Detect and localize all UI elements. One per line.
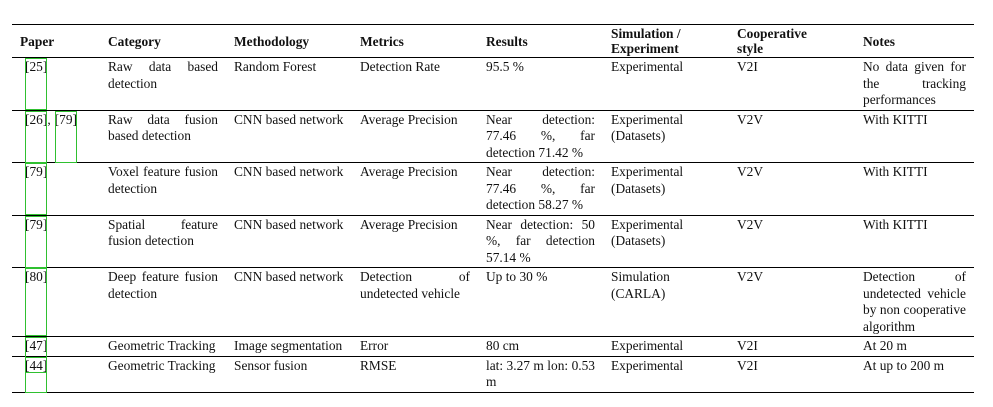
- paper-cell: [12, 337, 100, 357]
- paper-cell: [12, 356, 100, 392]
- notes-cell: At up to 200 m: [863, 357, 945, 373]
- notes-cell: No data given for the tracking performances: [863, 59, 966, 107]
- metrics-cell: Detection Rate: [360, 59, 440, 74]
- header-paper: Paper: [20, 33, 55, 49]
- simulation-cell: Experimental: [611, 59, 684, 74]
- citation-separator: ,: [47, 111, 51, 127]
- methodology-cell: Sensor fusion: [234, 357, 308, 373]
- table-body: [12, 58, 974, 393]
- header-cooperative-line2: style: [737, 41, 764, 56]
- cooperative-cell: V2V: [737, 216, 764, 232]
- citation-link[interactable]: [80]: [25, 269, 48, 284]
- simulation-cell: Experimental (Datasets): [611, 164, 684, 196]
- category-cell: Raw data fusion based detection: [108, 111, 218, 143]
- cooperative-cell: V2I: [737, 338, 758, 353]
- header-simulation: [603, 25, 729, 58]
- methodology-cell: CNN based network: [234, 269, 344, 284]
- citation-link[interactable]: [26]: [25, 111, 48, 127]
- metrics-cell: Average Precision: [360, 216, 458, 232]
- paper-cell: [12, 215, 100, 268]
- paper-cell: [12, 268, 100, 337]
- category-cell: Geometric Tracking: [108, 357, 216, 373]
- results-cell: Near detection: 77.46 %, far detection 71.42 %: [486, 111, 595, 160]
- comparison-table: [12, 24, 974, 393]
- header-methodology: Methodology: [234, 33, 310, 49]
- notes-cell: Detection of undetected vehicle by non cooperative algorithm: [863, 269, 966, 334]
- table-row: [12, 215, 974, 268]
- category-cell: Deep feature fusion detection: [108, 269, 218, 301]
- paper-cell: [12, 163, 100, 216]
- notes-cell: With KITTI: [863, 164, 928, 179]
- header-simulation-line1: Simulation /: [611, 26, 681, 41]
- table-row: [12, 163, 974, 216]
- results-cell: Up to 30 %: [486, 269, 548, 284]
- paper-cell: [12, 58, 100, 111]
- table-header: [12, 25, 974, 58]
- citation-link[interactable]: [44]: [25, 357, 48, 373]
- header-cooperative-line1: Cooperative: [737, 26, 807, 41]
- methodology-cell: CNN based network: [234, 216, 344, 232]
- metrics-cell: Average Precision: [360, 164, 458, 179]
- simulation-cell: Experimental: [611, 338, 684, 353]
- table-row: [12, 58, 974, 111]
- category-cell: Voxel feature fusion detection: [108, 164, 218, 196]
- paper-cell: [12, 110, 100, 163]
- metrics-cell: Error: [360, 338, 389, 353]
- results-cell: Near detection: 77.46 %, far detection 58.27 %: [486, 164, 595, 212]
- cooperative-cell: V2V: [737, 269, 764, 284]
- results-cell: lat: 3.27 m lon: 0.53 m: [486, 357, 595, 389]
- simulation-cell: Experimental: [611, 357, 684, 373]
- methodology-cell: CNN based network: [234, 164, 344, 179]
- cooperative-cell: V2V: [737, 164, 764, 179]
- results-cell: 95.5 %: [486, 59, 524, 74]
- notes-cell: With KITTI: [863, 111, 928, 127]
- table-row: [12, 110, 974, 163]
- citation-link[interactable]: [25]: [25, 59, 48, 74]
- methodology-cell: Random Forest: [234, 59, 317, 74]
- header-notes: Notes: [863, 33, 895, 49]
- metrics-cell: Average Precision: [360, 111, 458, 127]
- simulation-cell: Simulation (CARLA): [611, 269, 670, 301]
- table-row: [12, 337, 974, 357]
- citation-link[interactable]: [47]: [25, 338, 48, 353]
- cooperative-cell: V2V: [737, 111, 764, 127]
- methodology-cell: Image segmentation: [234, 338, 343, 353]
- table-row: [12, 356, 974, 392]
- table-row: [12, 268, 974, 337]
- notes-cell: With KITTI: [863, 216, 928, 232]
- methodology-cell: CNN based network: [234, 111, 344, 127]
- header-results: Results: [486, 33, 528, 49]
- category-cell: Raw data based detection: [108, 59, 218, 91]
- notes-cell: At 20 m: [863, 338, 907, 353]
- header-row: [12, 25, 974, 58]
- metrics-cell: RMSE: [360, 357, 397, 373]
- category-cell: Geometric Tracking: [108, 338, 216, 353]
- category-cell: Spatial feature fusion detection: [108, 216, 218, 248]
- header-category: Category: [108, 33, 161, 49]
- header-simulation-line2: Experiment: [611, 41, 679, 56]
- citation-link[interactable]: [79]: [25, 216, 48, 232]
- cooperative-cell: V2I: [737, 357, 758, 373]
- results-cell: Near detection: 50 %, far detection 57.14 %: [486, 216, 595, 265]
- results-cell: 80 cm: [486, 338, 520, 353]
- header-metrics: Metrics: [360, 33, 404, 49]
- simulation-cell: Experimental (Datasets): [611, 111, 684, 143]
- metrics-cell: Detection of undetected vehicle: [360, 269, 470, 301]
- citation-link[interactable]: [79]: [25, 164, 48, 179]
- simulation-cell: Experimental (Datasets): [611, 216, 684, 248]
- cooperative-cell: V2I: [737, 59, 758, 74]
- citation-link[interactable]: [79]: [54, 111, 77, 127]
- header-cooperative: [729, 25, 855, 58]
